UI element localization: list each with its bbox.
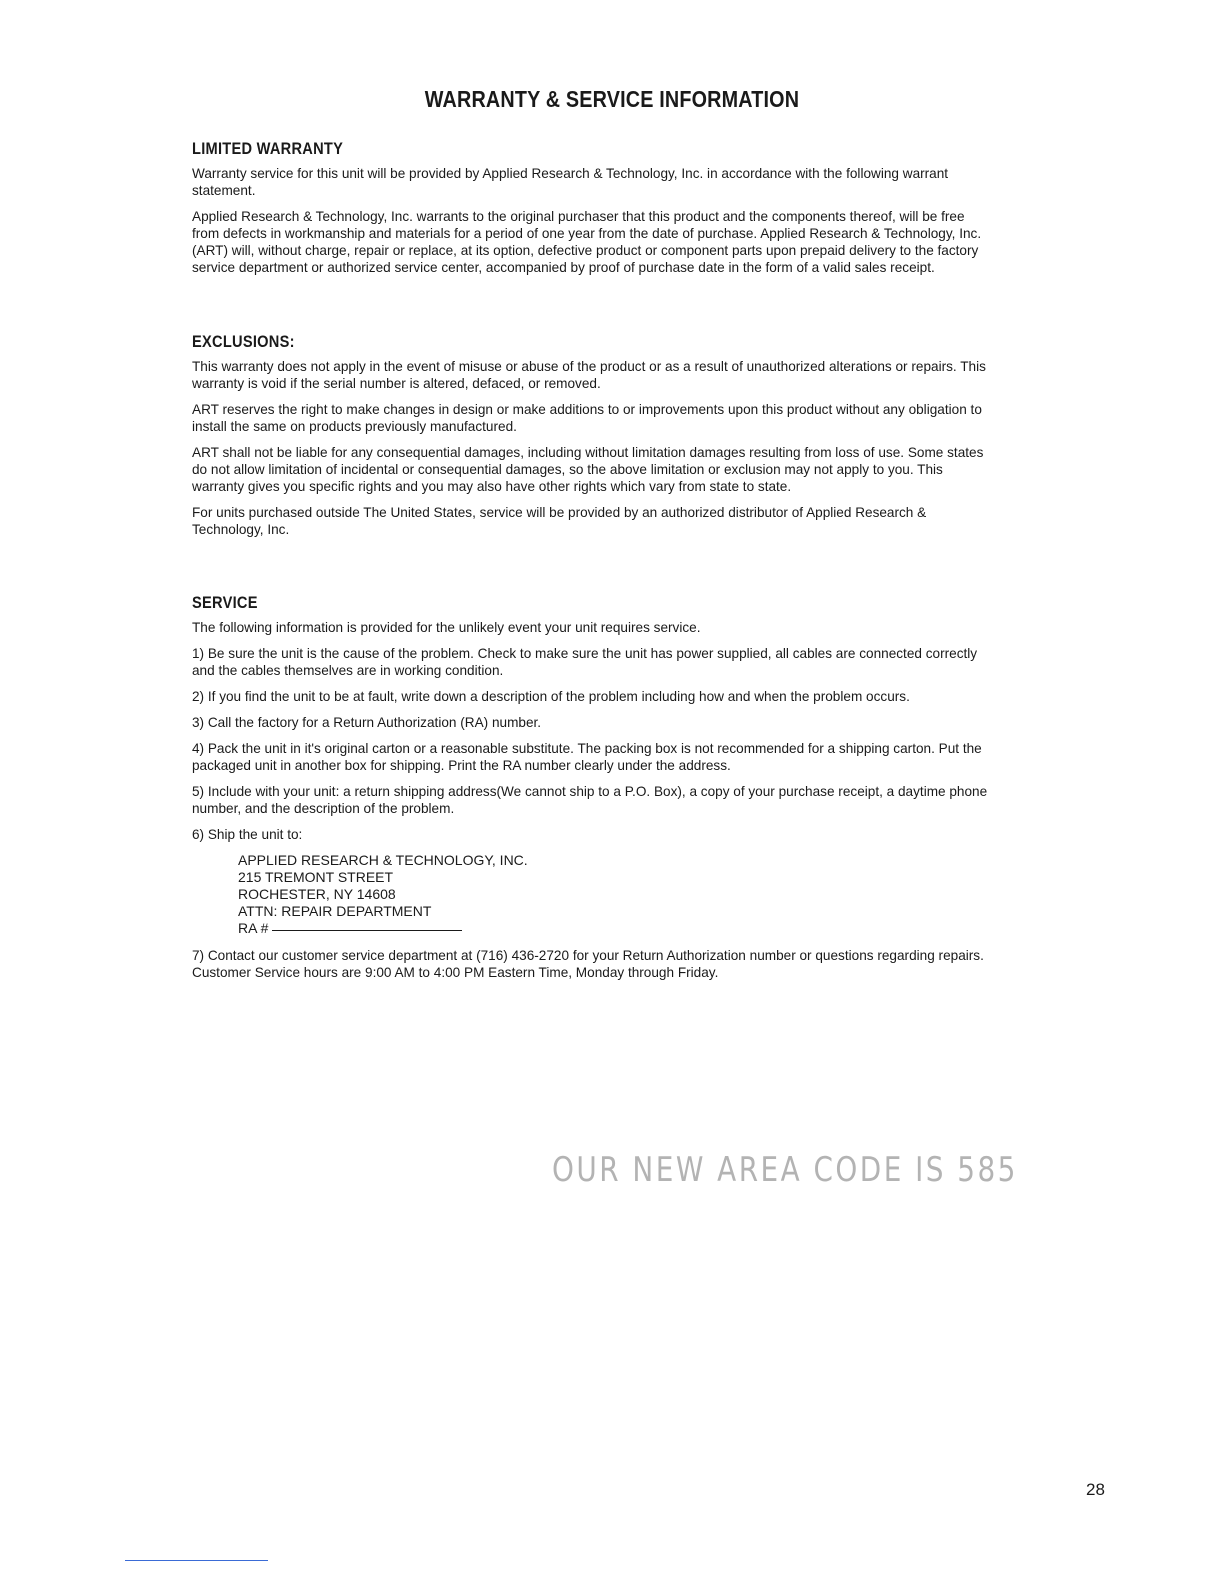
page-title: WARRANTY & SERVICE INFORMATION (424, 86, 800, 112)
service-step: 3) Call the factory for a Return Authorization (RA) number. (192, 715, 542, 730)
address-line: 215 TREMONT STREET (238, 869, 394, 885)
service-heading: SERVICE (192, 593, 258, 612)
exclusions-heading: EXCLUSIONS: (192, 332, 295, 351)
exclusions-paragraph: ART reserves the right to make changes in design or make additions to or improvements upon this product without any obligation to install the same on products previously manufactured. (192, 402, 982, 434)
warranty-paragraph: Warranty service for this unit will be provided by Applied Research & Technology, Inc. in accordance with the following warrant statement. (192, 166, 949, 198)
footer-divider (125, 1560, 268, 1561)
ra-blank (272, 930, 462, 931)
service-intro: The following information is provided for the unlikely event your unit requires service. (192, 620, 701, 635)
service-contact: 7) Contact our customer service department at (716) 436-2720 for your Return Authorization number or questions regarding repairs. Customer Service hours are 9:00 AM to 4:00 PM Eastern Time, Monday through Friday. (192, 948, 984, 980)
shipping-address (238, 852, 992, 937)
address-line: ATTN: REPAIR DEPARTMENT (238, 903, 432, 919)
exclusions-paragraph: For units purchased outside The United States, service will be provided by an authorized distributor of Applied Research & Technology, Inc. (192, 505, 927, 537)
page-number: 28 (1086, 1480, 1105, 1499)
limited-warranty-section (192, 140, 992, 285)
service-step: 2) If you find the unit to be at fault, write down a description of the problem including how and when the problem occurs. (192, 689, 910, 704)
address-line: APPLIED RESEARCH & TECHNOLOGY, INC. (238, 852, 528, 868)
limited-warranty-heading: LIMITED WARRANTY (192, 139, 344, 158)
area-code-stamp: OUR NEW AREA CODE IS 585 (552, 1150, 1018, 1190)
exclusions-paragraph: This warranty does not apply in the event of misuse or abuse of the product or as a result of unauthorized alterations or repairs. This warranty is void if the serial number is altered, defaced, or removed. (192, 359, 986, 391)
exclusions-section (192, 333, 992, 547)
ra-label: RA # (238, 920, 269, 936)
service-step: 4) Pack the unit in it's original carton or a reasonable substitute. The packing box is not recommended for a shipping carton. Put the packaged unit in another box for shipping. Print the RA number clearly under the address. (192, 741, 982, 773)
ra-number-line (238, 920, 992, 937)
warranty-paragraph: Applied Research & Technology, Inc. warrants to the original purchaser that this product and the components thereof, will be free from defects in workmanship and materials for a period of one year from the date of purchase. Applied Research & Technology, Inc. (ART) will, without charge, repair or replace, at its option, defective product or component parts upon prepaid delivery to the factory service department or authorized service center, accompanied by proof of purchase date in the form of a valid sales receipt. (192, 209, 982, 275)
address-line: ROCHESTER, NY 14608 (238, 886, 396, 902)
service-step: 1) Be sure the unit is the cause of the problem. Check to make sure the unit has power supplied, all cables are connected correctly and the cables themselves are in working condition. (192, 646, 978, 678)
exclusions-paragraph: ART shall not be liable for any consequential damages, including without limitation damages resulting from loss of use. Some states do not allow limitation of incidental or consequential damages, so the above limitation or exclusion may not apply to you. This warranty gives you specific rights and you may also have other rights which vary from state to state. (192, 445, 984, 494)
service-section (192, 594, 992, 990)
service-step: 6) Ship the unit to: (192, 827, 303, 842)
service-step: 5) Include with your unit: a return shipping address(We cannot ship to a P.O. Box), a copy of your purchase receipt, a daytime phone number, and the description of the problem. (192, 784, 988, 816)
